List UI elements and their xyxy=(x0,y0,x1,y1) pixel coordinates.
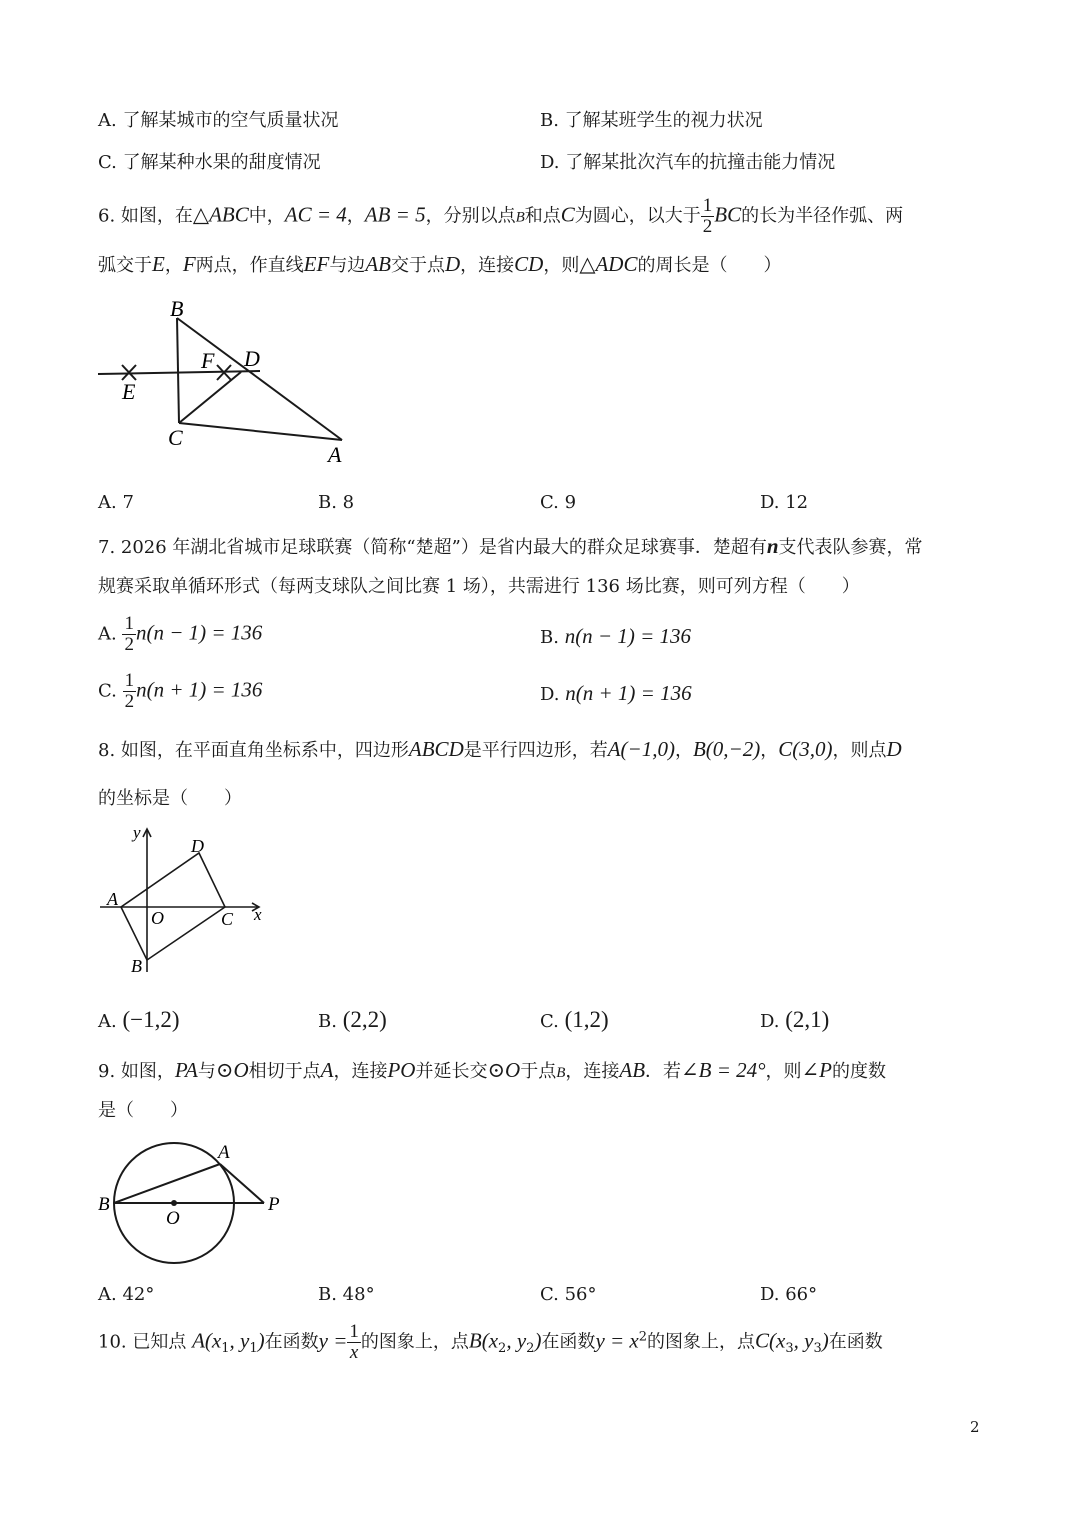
svg-text:O: O xyxy=(166,1208,180,1229)
q9-option-d: D. 66° xyxy=(760,1284,818,1305)
svg-text:A: A xyxy=(218,1142,230,1163)
q6-stem-line1: 6. 如图，在△ABC中，AC = 4，AB = 5，分别以点B和点C为圆心，以大于 $\frac{1}{2}$ BC的长为半径作弧、两 xyxy=(98,195,904,237)
label-c: C xyxy=(168,425,183,450)
page-number: 2 xyxy=(970,1418,980,1436)
q7-option-a: A. $\frac{1}{2}$ n(n − 1) = 136 xyxy=(98,613,263,655)
label-f: F xyxy=(201,348,215,373)
q6-option-d: D. 12 xyxy=(760,492,809,513)
q8-option-a: A. (−1,2) xyxy=(98,1007,180,1032)
q8-stem-line1: 8. 如图，在平面直角坐标系中，四边形ABCD是平行四边形，若A(−1,0)，B(0,−2)，C(3,0)，则点D xyxy=(98,737,902,761)
q7-option-b: B. n(n − 1) = 136 xyxy=(540,624,692,648)
q5-option-d: D. 了解某批次汽车的抗撞击能力情况 xyxy=(540,152,836,173)
q6-option-c: C. 9 xyxy=(540,492,577,513)
label-b: B xyxy=(170,296,184,321)
q9-option-a: A. 42° xyxy=(98,1284,155,1305)
q8-stem-line2: 的坐标是（ ） xyxy=(98,788,242,809)
q6-triangle-figure xyxy=(90,292,360,472)
q8-option-b: B. (2,2) xyxy=(318,1007,387,1032)
q5-option-a: A. 了解某城市的空气质量状况 xyxy=(98,110,339,131)
q6-option-a: A. 7 xyxy=(98,492,134,513)
q7-stem-line1: 7. 2026 年湖北省城市足球联赛（简称“楚超”）是省内最大的群众足球赛事．楚超有n支代表队参赛，常 xyxy=(98,534,923,558)
q7-option-d: D. n(n + 1) = 136 xyxy=(540,681,692,705)
q8-option-c: C. (1,2) xyxy=(540,1007,609,1032)
svg-text:B: B xyxy=(98,1194,110,1215)
q5-option-b: B. 了解某班学生的视力状况 xyxy=(540,110,763,131)
one-half-fraction: $\frac{1}{2}$ xyxy=(702,195,713,237)
q8-option-d: D. (2,1) xyxy=(760,1007,830,1032)
svg-text:D: D xyxy=(191,836,204,856)
svg-text:O: O xyxy=(151,908,164,928)
svg-text:B: B xyxy=(131,956,142,976)
q7-option-c: C. $\frac{1}{2}$ n(n + 1) = 136 xyxy=(98,670,263,712)
svg-text:A: A xyxy=(107,889,118,909)
q6-stem-line2: 弧交于E，F两点，作直线EF与边AB交于点D，连接CD，则△ADC的周长是（ ） xyxy=(98,252,782,276)
q6-option-b: B. 8 xyxy=(318,492,355,513)
q9-circle-figure xyxy=(92,1138,292,1270)
q9-stem-line2: 是（ ） xyxy=(98,1100,188,1121)
q9-option-c: C. 56° xyxy=(540,1284,597,1305)
label-a: A xyxy=(328,442,342,467)
label-e: E xyxy=(122,379,136,404)
svg-text:x: x xyxy=(254,905,262,924)
q9-option-b: B. 48° xyxy=(318,1284,375,1305)
q8-coordinate-figure xyxy=(95,822,275,982)
svg-text:C: C xyxy=(221,909,234,929)
svg-text:P: P xyxy=(268,1194,280,1215)
q5-option-c: C. 了解某种水果的甜度情况 xyxy=(98,152,321,173)
q10-stem-line1: 10. 已知点 $A(x_1$, $y_1$)在函数y = $\frac{1}{x}$ 的图象上，点$B(x_2$, $y_2$)在函数$y = x^2$的图象上，点$C(x_3$, $y_3$)在函数 xyxy=(98,1321,883,1363)
label-d: D xyxy=(244,346,260,371)
q7-stem-line2: 规赛采取单循环形式（每两支球队之间比赛 1 场），共需进行 136 场比赛，则可列方程（ ） xyxy=(98,576,860,597)
svg-text:y: y xyxy=(133,823,141,842)
q9-stem-line1: 9. 如图，PA与⊙O相切于点A，连接PO并延长交⊙O于点B，连接AB．若∠B = 24°，则∠P的度数 xyxy=(98,1058,886,1082)
